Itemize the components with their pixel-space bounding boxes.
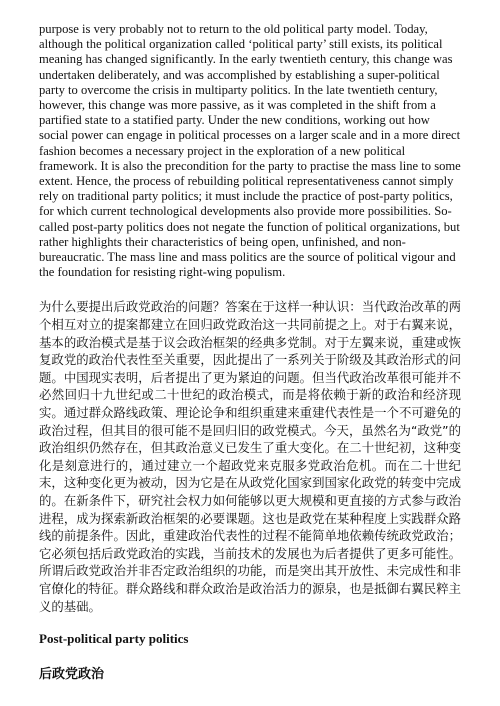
chinese-paragraph: 为什么要提出后政党政治的问题？答案在于这样一种认识：当代政治改革的两个相互对立的提案都建立在回归政党政治这一共同前提之上。对于右翼来说，基本的政治模式是基于议会政治框架的经典多党制。对于左翼来说，重建或恢复政党的政治代表性至关重要，因此提出了一系列关于阶级及其政治形式的问题。中国现实表明，后者提出了更为紧迫的问题。但当代政治改革很可能并不必然回归十九世纪或二十世纪的政治模式，而是将依赖于新的政治和经济现实。通过群众路线政策、理论论争和组织重建来重建代表性是一个不可避免的政治过程，但其目的很可能不是回归旧的政党模式。今天，虽然名为“政党”的政治组织仍然存在，但其政治意义已发生了重大变化。在二十世纪初，这种变化是刻意进行的，通过建立一个超政党来克服多党政治危机。而在二十世纪末，这种变化更为被动，因为它是在从政党化国家到国家化政党的转变中完成的。在新条件下，研究社会权力如何能够以更大规模和更直接的方式参与政治进程，成为探索新政治框架的必要课题。这也是政党在某种程度上实践群众路线的前提条件。因此，重建政治代表性的过程不能简单地依赖传统政党政治；它必须包括后政党政治的实践，当前技术的发展也为后者提供了更多可能性。所谓后政党政治并非否定政治组织的功能，而是突出其开放性、未完成性和非官僚化的特征。群众路线和群众政治是政治活力的源泉，也是抵御右翼民粹主义的基础。 — [39, 299, 461, 614]
english-paragraph: purpose is very probably not to return to the old political party model. Today, although the political organization called ‘political party’ still exists, its political meaning has changed significantly. In the early twentieth century, this change was undertaken deliberately, and was accomplished by establishing a super-political party to overcome the crisis in multiparty politics. In the late twentieth century, however, this change was more passive, as it was completed in the shift from a partified state to a statified party. Under the new conditions, working out how social power can engage in political processes on a larger scale and in a more direct fashion becomes a necessary project in the exploration of a new political framework. It is also the precondition for the party to practise the mass line to some extent. Hence, the process of rebuilding political representativeness cannot simply rely on traditional party politics; it must include the practice of post-party politics, for which current technological developments also provide more possibilities. So-called post-party politics does not negate the function of political organizations, but rather highlights their characteristics of being open, unfinished, and non-bureaucratic. The mass line and mass politics are the source of political vigour and the foundation for resisting right-wing populism. — [39, 22, 461, 280]
section-heading-chinese: 后政党政治 — [39, 667, 105, 683]
section-heading-english: Post-political party politics — [39, 631, 189, 647]
